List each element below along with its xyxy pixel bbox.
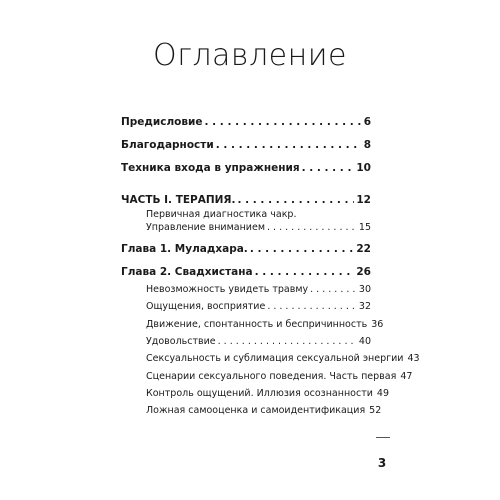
toc-entry-label-line2: Управление вниманием xyxy=(146,222,265,233)
toc-entry-page: 26 xyxy=(356,266,371,278)
toc-entry-page: 47 xyxy=(400,371,413,382)
dot-leader xyxy=(310,284,357,295)
dot-leader xyxy=(216,139,362,151)
toc-entry-page: 40 xyxy=(358,336,371,347)
page-title: Оглавление xyxy=(153,38,347,73)
toc-entry-label: Предисловие xyxy=(121,116,203,128)
toc-entry-page: 36 xyxy=(371,319,384,330)
toc-entry-technique[interactable] xyxy=(121,162,371,174)
toc-entry-page: 8 xyxy=(363,139,371,151)
dot-leader xyxy=(302,162,355,174)
toc-entry-label-line1: Первичная диагностика чакр. xyxy=(146,209,297,220)
toc-entry-label: Удовольствие xyxy=(146,336,216,347)
toc-entry-label: Сексуальность и сублимация сексуальной энергии xyxy=(146,353,404,364)
toc-entry-diagnostics[interactable] xyxy=(146,209,371,233)
toc-entry-chapter-2[interactable] xyxy=(121,266,371,278)
toc-entry-page: 12 xyxy=(356,194,371,206)
dot-leader xyxy=(218,336,357,347)
toc-entry-label: Контроль ощущений. Иллюзия осознанности xyxy=(146,388,373,399)
toc-entry-label: Глава 1. Муладхара. xyxy=(121,243,248,255)
toc-entry-page: 15 xyxy=(358,222,371,233)
dot-leader xyxy=(255,266,355,278)
toc-entry-page: 30 xyxy=(358,284,371,295)
toc-entry-acknowledgements[interactable] xyxy=(121,139,371,151)
toc-entry-label: Движение, спонтанность и беспричинность xyxy=(146,319,368,330)
dot-leader xyxy=(205,116,362,128)
toc-entry-trauma[interactable] xyxy=(146,284,371,295)
toc-entry-page: 22 xyxy=(356,243,371,255)
toc-entry-label: Ложная самооценка и самоидентификация xyxy=(146,405,366,416)
toc-entry-sublimation[interactable] xyxy=(146,353,420,364)
toc-entry-perception[interactable] xyxy=(146,301,371,312)
toc-entry-pleasure[interactable] xyxy=(146,336,371,347)
toc-entry-page: 49 xyxy=(376,388,390,399)
toc-entry-page: 6 xyxy=(363,116,371,128)
toc-entry-page: 10 xyxy=(356,162,371,174)
dot-leader xyxy=(250,243,355,255)
toc-entry-chapter-1[interactable] xyxy=(121,243,371,255)
toc-entry-self-esteem[interactable] xyxy=(146,405,382,416)
toc-entry-control[interactable] xyxy=(146,388,390,399)
dot-leader xyxy=(238,194,355,206)
dot-leader xyxy=(267,301,357,312)
toc-entry-page: 32 xyxy=(358,301,371,312)
toc-entry-page: 52 xyxy=(369,405,382,416)
page-number: 3 xyxy=(377,456,387,470)
toc-entry-preface[interactable] xyxy=(121,116,371,128)
dot-leader xyxy=(267,222,357,233)
toc-entry-movement[interactable] xyxy=(146,319,384,330)
toc-entry-label: Невозможность увидеть травму xyxy=(146,284,309,295)
toc-entry-page: 43 xyxy=(407,353,420,364)
toc-entry-label: Ощущения, восприятие xyxy=(146,301,266,312)
toc-entry-label: ЧАСТЬ I. ТЕРАПИЯ. xyxy=(121,194,236,206)
toc-entry-label: Глава 2. Свадхистана xyxy=(121,266,253,278)
folio-rule xyxy=(376,437,390,438)
toc-entry-label: Техника входа в упражнения xyxy=(121,162,300,174)
toc-entry-label: Благодарности xyxy=(121,139,214,151)
toc-entry-label: Сценарии сексуального поведения. Часть первая xyxy=(146,371,397,382)
toc-entry-scenarios[interactable] xyxy=(146,371,413,382)
toc-entry-part-1[interactable] xyxy=(121,194,371,206)
